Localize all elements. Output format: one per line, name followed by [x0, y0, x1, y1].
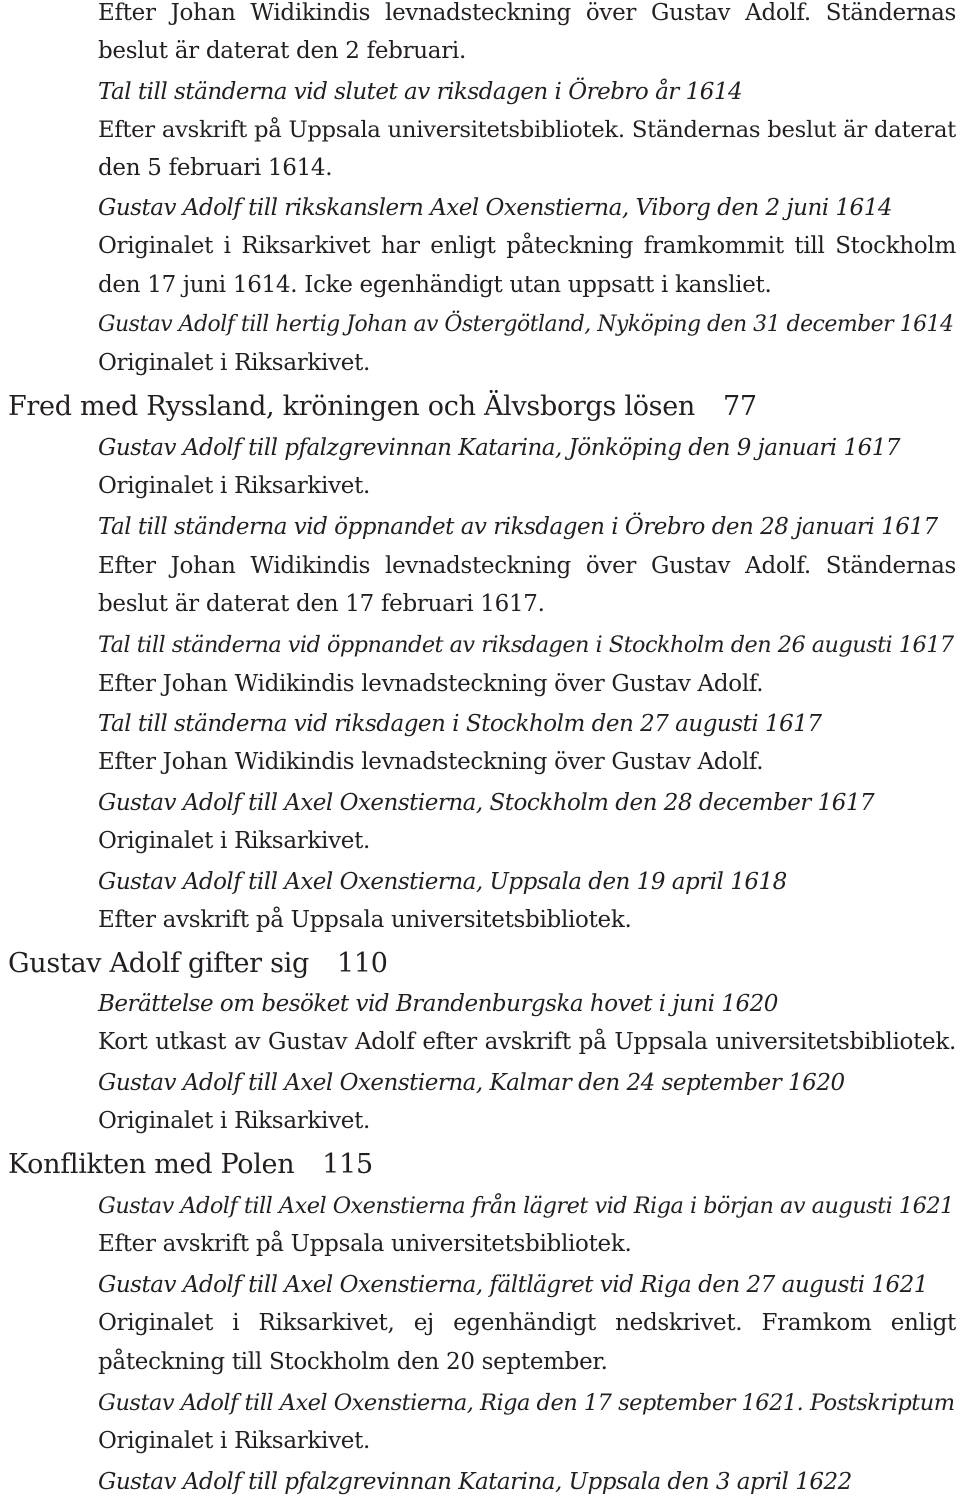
- entry-source-note: påteckning till Stockholm den 20 september.: [98, 1349, 608, 1375]
- entry-source-note: Efter Johan Widikindis levnadsteckning över Gustav Adolf.: [98, 749, 764, 775]
- entry-source-note: Efter Johan Widikindis levnadsteckning över Gustav Adolf. Ständernas: [98, 0, 956, 26]
- entry-title: Gustav Adolf till Axel Oxenstierna, Riga den 17 september 1621. Postskriptum: [98, 1390, 955, 1416]
- entry-title: Tal till ständerna vid öppnandet av riksdagen i Örebro den 28 januari 1617: [98, 514, 938, 540]
- entry-title: Gustav Adolf till Axel Oxenstierna från lägret vid Riga i början av augusti 1621: [98, 1193, 954, 1219]
- entry-title: Gustav Adolf till pfalzgrevinnan Katarina, Jönköping den 9 januari 1617: [98, 435, 901, 461]
- section-page-number: 115: [322, 1149, 373, 1180]
- entry-source-note: beslut är daterat den 17 februari 1617.: [98, 591, 545, 617]
- section-heading: [8, 1151, 373, 1178]
- entry-title: Gustav Adolf till hertig Johan av Östergötland, Nyköping den 31 december 1614: [98, 312, 954, 337]
- section-page-number: 77: [722, 391, 757, 422]
- entry-title: Tal till ständerna vid riksdagen i Stockholm den 27 augusti 1617: [98, 711, 822, 737]
- entry-source-note: den 17 juni 1614. Icke egenhändigt utan uppsatt i kansliet.: [98, 272, 772, 298]
- entry-source-note: Originalet i Riksarkivet.: [98, 1108, 371, 1134]
- entry-source-note: Originalet i Riksarkivet.: [98, 350, 371, 376]
- entry-source-note: den 5 februari 1614.: [98, 155, 333, 181]
- entry-source-note: Efter avskrift på Uppsala universitetsbibliotek. Ständernas beslut är daterat: [98, 117, 956, 143]
- entry-source-note: Efter Johan Widikindis levnadsteckning över Gustav Adolf.: [98, 671, 764, 697]
- entry-source-note: Efter avskrift på Uppsala universitetsbibliotek.: [98, 907, 632, 933]
- section-heading: [8, 950, 388, 977]
- entry-source-note: Efter avskrift på Uppsala universitetsbibliotek.: [98, 1231, 632, 1257]
- entry-title: Gustav Adolf till Axel Oxenstierna, Stockholm den 28 december 1617: [98, 790, 875, 816]
- entry-source-note: Originalet i Riksarkivet, ej egenhändigt nedskrivet. Framkom enligt: [98, 1310, 956, 1336]
- section-heading-text: Gustav Adolf gifter sig: [8, 948, 309, 979]
- section-heading: [8, 393, 757, 420]
- entry-title: Berättelse om besöket vid Brandenburgska hovet i juni 1620: [98, 991, 778, 1017]
- entry-title: Tal till ständerna vid slutet av riksdagen i Örebro år 1614: [98, 79, 743, 105]
- entry-source-note: Efter Johan Widikindis levnadsteckning över Gustav Adolf. Ständernas: [98, 553, 956, 579]
- entry-source-note: Originalet i Riksarkivet har enligt påteckning framkommit till Stockholm: [98, 233, 956, 259]
- entry-source-note: beslut är daterat den 2 februari.: [98, 38, 466, 64]
- entry-title: Gustav Adolf till rikskanslern Axel Oxenstierna, Viborg den 2 juni 1614: [98, 195, 892, 221]
- entry-source-note: Kort utkast av Gustav Adolf efter avskrift på Uppsala universitetsbibliotek.: [98, 1029, 956, 1055]
- entry-title: Tal till ständerna vid öppnandet av riksdagen i Stockholm den 26 augusti 1617: [98, 632, 954, 658]
- entry-title: Gustav Adolf till Axel Oxenstierna, Uppsala den 19 april 1618: [98, 869, 787, 895]
- entry-source-note: Originalet i Riksarkivet.: [98, 828, 371, 854]
- section-heading-text: Konflikten med Polen: [8, 1149, 295, 1180]
- section-page-number: 110: [336, 948, 388, 979]
- section-heading-text: Fred med Ryssland, kröningen och Älvsborgs lösen: [8, 391, 695, 422]
- entry-source-note: Originalet i Riksarkivet.: [98, 1428, 371, 1454]
- entry-title: Gustav Adolf till Axel Oxenstierna, fältlägret vid Riga den 27 augusti 1621: [98, 1272, 928, 1298]
- entry-source-note: Originalet i Riksarkivet.: [98, 473, 371, 499]
- entry-title: Gustav Adolf till pfalzgrevinnan Katarina, Uppsala den 3 april 1622: [98, 1469, 852, 1495]
- entry-title: Gustav Adolf till Axel Oxenstierna, Kalmar den 24 september 1620: [98, 1070, 845, 1096]
